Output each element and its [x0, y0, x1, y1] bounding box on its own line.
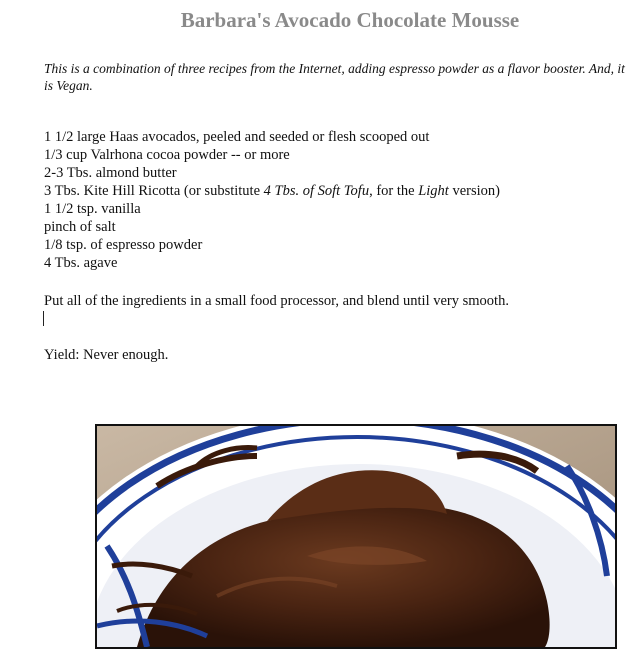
recipe-instructions: Put all of the ingredients in a small food processor, and blend until very smooth.	[44, 293, 509, 309]
ingredient-variant: Light	[418, 183, 449, 199]
ingredient-item: 1 1/2 large Haas avocados, peeled and seeded or flesh scooped out	[44, 129, 430, 145]
recipe-yield: Yield: Never enough.	[44, 347, 169, 363]
recipe-title: Barbara's Avocado Chocolate Mousse	[180, 8, 520, 32]
ingredient-item	[44, 182, 634, 200]
ingredient-item: 1/8 tsp. of espresso powder	[44, 237, 203, 253]
ingredient-substitute: 4 Tbs. of Soft Tofu	[263, 183, 370, 199]
recipe-intro: This is a combination of three recipes from the Internet, adding espresso powder as a flavor booster. And, it is Vegan.	[44, 61, 625, 93]
ingredient-text: version)	[448, 183, 500, 199]
ingredient-item: 2-3 Tbs. almond butter	[44, 165, 177, 181]
mousse-photo	[95, 424, 617, 649]
text-cursor[interactable]	[43, 311, 44, 326]
ingredients-list	[44, 128, 634, 272]
mousse-photo-illustration	[97, 426, 615, 647]
ingredient-item: pinch of salt	[44, 219, 116, 235]
ingredient-text: 3 Tbs. Kite Hill Ricotta (or substitute	[44, 183, 264, 199]
ingredient-text: , for the	[369, 183, 419, 199]
ingredient-item: 1 1/2 tsp. vanilla	[44, 201, 141, 217]
ingredient-item: 4 Tbs. agave	[44, 255, 118, 271]
ingredient-item: 1/3 cup Valrhona cocoa powder -- or more	[44, 147, 290, 163]
